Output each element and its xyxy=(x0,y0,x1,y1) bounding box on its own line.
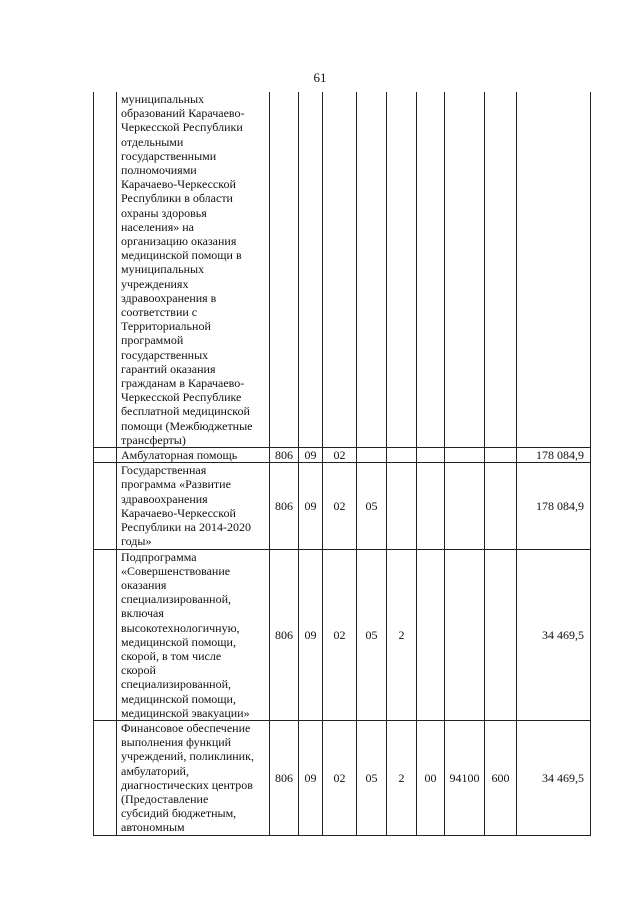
item-name-line: диагностических центров xyxy=(121,777,253,792)
item-name-line: выполнения функций xyxy=(121,735,232,750)
item-name-line: муниципальных xyxy=(121,92,205,106)
subsection-code-cell: 02 xyxy=(323,463,357,549)
item-name-line: субсидий бюджетным, xyxy=(121,806,237,821)
expense-type-code-cell xyxy=(485,549,517,720)
item-name-line: «Совершенствование xyxy=(121,563,231,578)
item-name-line: Карачаево-Черкесской xyxy=(121,177,236,192)
item-name-line: здравоохранения xyxy=(121,491,208,506)
row-index-cell xyxy=(94,92,117,448)
direction-code-cell xyxy=(417,92,445,448)
item-name-line: гарантий оказания xyxy=(121,361,216,376)
program-code-cell: 05 xyxy=(357,463,387,549)
row-index-cell xyxy=(94,448,117,463)
section-code-cell: 09 xyxy=(299,463,323,549)
amount-cell xyxy=(517,92,591,448)
direction-code-cell xyxy=(417,448,445,463)
program-code-cell: 05 xyxy=(357,720,387,835)
item-name-line: Финансовое обеспечение xyxy=(121,720,251,735)
item-name-line: образований Карачаево- xyxy=(121,106,245,121)
section-code-cell xyxy=(299,92,323,448)
ministry-code-cell: 806 xyxy=(270,448,299,463)
item-name-line: Государственная xyxy=(121,463,207,478)
item-name-line: бесплатной медицинской xyxy=(121,404,250,419)
item-code-cell xyxy=(445,448,485,463)
table-row xyxy=(94,92,591,448)
item-name-line: специализированной, xyxy=(121,592,232,607)
item-name-line: учреждений, поликлиник, xyxy=(121,749,254,764)
amount-cell: 178 084,9 xyxy=(517,448,591,463)
item-name-line: медицинской помощи в xyxy=(121,248,242,263)
page-number: 61 xyxy=(313,70,327,85)
item-code-cell xyxy=(445,549,485,720)
item-name-line: специализированной, xyxy=(121,677,232,692)
item-name-line: Черкесской Республики xyxy=(121,120,243,135)
item-name-line: Республики в области xyxy=(121,191,233,206)
item-name-cell xyxy=(117,463,270,549)
table-row xyxy=(94,463,591,549)
item-name-line: помощи (Межбюджетные xyxy=(121,418,253,433)
amount-cell: 34 469,5 xyxy=(517,720,591,835)
table-row xyxy=(94,448,591,463)
ministry-code-cell: 806 xyxy=(270,463,299,549)
item-name-line: гражданам в Карачаево- xyxy=(121,376,245,391)
expense-type-code-cell xyxy=(485,92,517,448)
item-name-line: медицинской эвакуации» xyxy=(121,705,250,720)
item-name-line: организацию оказания xyxy=(121,234,237,249)
item-name-cell xyxy=(117,448,270,463)
item-name-cell xyxy=(117,549,270,720)
item-name-line: учреждениях xyxy=(121,276,189,291)
amount-cell: 178 084,9 xyxy=(517,463,591,549)
subsection-code-cell: 02 xyxy=(323,720,357,835)
subsection-code-cell xyxy=(323,92,357,448)
item-name-cell xyxy=(117,92,270,448)
subsection-code-cell: 02 xyxy=(323,549,357,720)
item-name-line: медицинской помощи, xyxy=(121,634,236,649)
direction-code-cell: 00 xyxy=(417,720,445,835)
section-code-cell: 09 xyxy=(299,549,323,720)
item-name-line: включая xyxy=(121,606,164,621)
subprogram-code-cell: 2 xyxy=(387,549,417,720)
item-name-line: Республики на 2014-2020 xyxy=(121,520,251,535)
item-name-line: государственными xyxy=(121,148,217,163)
program-code-cell xyxy=(357,92,387,448)
item-name-line: высокотехнологичную, xyxy=(121,620,240,635)
subprogram-code-cell xyxy=(387,92,417,448)
subprogram-code-cell xyxy=(387,448,417,463)
item-name-line: государственных xyxy=(121,347,209,362)
ministry-code-cell: 806 xyxy=(270,720,299,835)
item-name-line: автономным xyxy=(121,820,185,835)
item-name-line: Территориальной xyxy=(121,319,211,334)
item-name-line: Амбулаторная помощь xyxy=(121,448,238,463)
item-name-line: программой xyxy=(121,333,184,348)
item-name-line: соответствии с xyxy=(121,305,198,320)
item-code-cell xyxy=(445,463,485,549)
amount-cell: 34 469,5 xyxy=(517,549,591,720)
item-name-line: скорой xyxy=(121,663,156,678)
program-code-cell xyxy=(357,448,387,463)
item-name-line: Черкесской Республике xyxy=(121,390,242,405)
subprogram-code-cell: 2 xyxy=(387,720,417,835)
item-code-cell xyxy=(445,92,485,448)
table-row xyxy=(94,549,591,720)
budget-table xyxy=(93,92,591,836)
subprogram-code-cell xyxy=(387,463,417,549)
item-name-line: отдельными xyxy=(121,134,184,149)
item-name-line: (Предоставление xyxy=(121,791,209,806)
expense-type-code-cell: 600 xyxy=(485,720,517,835)
row-index-cell xyxy=(94,549,117,720)
subsection-code-cell: 02 xyxy=(323,448,357,463)
item-name-line: муниципальных xyxy=(121,262,205,277)
section-code-cell: 09 xyxy=(299,448,323,463)
item-code-cell: 94100 xyxy=(445,720,485,835)
item-name-line: Карачаево-Черкесской xyxy=(121,505,236,520)
section-code-cell: 09 xyxy=(299,720,323,835)
item-name-line: амбулаторий, xyxy=(121,763,189,778)
item-name-line: скорой, в том числе xyxy=(121,648,222,663)
item-name-line: оказания xyxy=(121,577,167,592)
item-name-cell xyxy=(117,720,270,835)
program-code-cell: 05 xyxy=(357,549,387,720)
table-row xyxy=(94,720,591,835)
item-name-line: Подпрограмма xyxy=(121,549,197,564)
direction-code-cell xyxy=(417,549,445,720)
item-name-line: здравоохранения в xyxy=(121,290,217,305)
ministry-code-cell: 806 xyxy=(270,549,299,720)
ministry-code-cell xyxy=(270,92,299,448)
item-name-line: медицинской помощи, xyxy=(121,691,236,706)
item-name-line: охраны здоровья xyxy=(121,205,207,220)
item-name-line: полномочиями xyxy=(121,163,197,178)
item-name-line: населения» на xyxy=(121,219,194,234)
expense-type-code-cell xyxy=(485,448,517,463)
item-name-line: годы» xyxy=(121,534,152,549)
item-name-line: трансферты) xyxy=(121,432,186,447)
row-index-cell xyxy=(94,720,117,835)
row-index-cell xyxy=(94,463,117,549)
direction-code-cell xyxy=(417,463,445,549)
item-name-line: программа «Развитие xyxy=(121,477,231,492)
expense-type-code-cell xyxy=(485,463,517,549)
